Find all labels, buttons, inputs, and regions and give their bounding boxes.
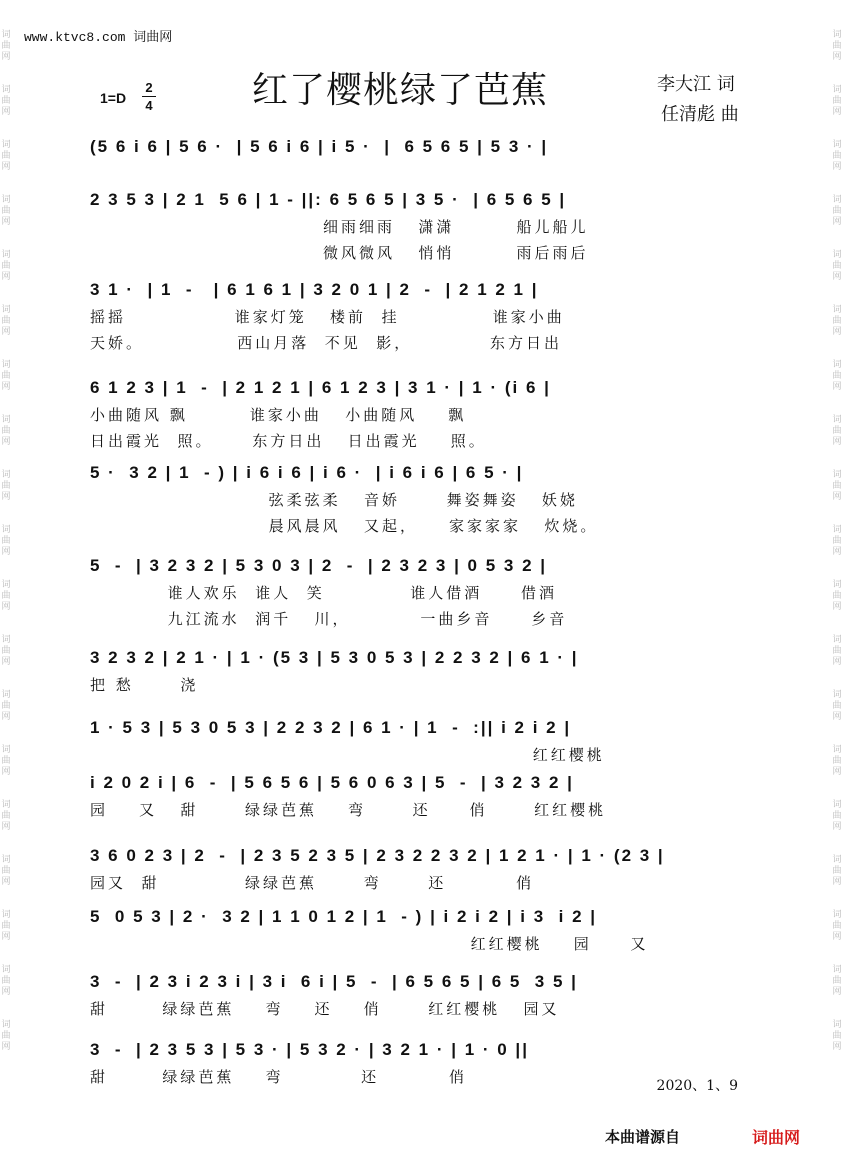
lyric-row-1: 摇摇 谁家灯笼 楼前 挂 谁家小曲	[90, 308, 565, 326]
source-label: 本曲谱源自	[605, 1129, 681, 1146]
notes-row: (5 6 i 6 | 5 6 · | 5 6 i 6 | i 5 · | 6 5 6 5 | 5 3 · |	[90, 137, 549, 156]
time-signature	[142, 80, 156, 113]
lyric-row-1: 园 又 甜 绿绿芭蕉 弯 还 俏 红红樱桃	[90, 801, 607, 819]
lyric-row-1: 细雨细雨 潇潇 船儿船儿	[90, 218, 589, 236]
notes-row: 5 - | 3 2 3 2 | 5 3 0 3 | 2 - | 2 3 2 3 | 0 5 3 2 |	[90, 556, 548, 575]
lyric-row-2: 九江流水 润千 川， 一曲乡音 乡音	[90, 610, 568, 628]
notes-row: i 2 0 2 i | 6 - | 5 6 5 6 | 5 6 0 6 3 | 5 - | 3 2 3 2 |	[90, 773, 574, 792]
notes-row: 3 6 0 2 3 | 2 - | 2 3 5 2 3 5 | 2 3 2 2 3 2 | 1 2 1 · | 1 · (2 3 |	[90, 846, 665, 865]
side-watermark-left: 词 曲 网 词 曲 网 词 曲 网 词 曲 网 词 曲 网 词 曲 网 词 曲 网 词 曲 网 词 曲 网 词 曲 网 词 曲 网 词 曲 网 词 曲 网 词 曲 网 词 曲 网 词 曲 网 词 曲 网 词 曲 网 词 曲 网	[1, 30, 11, 1052]
notes-row: 3 2 3 2 | 2 1 · | 1 · (5 3 | 5 3 0 5 3 | 2 2 3 2 | 6 1 · |	[90, 648, 579, 667]
time-signature-top: 2	[145, 80, 153, 95]
lyric-row-1: 红红樱桃 园 又	[90, 935, 649, 953]
lyricist: 李大江 词	[657, 74, 735, 95]
lyric-row-2: 日出霞光 照。 东方日出 日出霞光 照。	[90, 432, 487, 450]
key-signature: 1=D	[100, 90, 127, 106]
notes-row: 6 1 2 3 | 1 - | 2 1 2 1 | 6 1 2 3 | 3 1 · | 1 · (i 6 |	[90, 378, 551, 397]
side-watermark-right: 词 曲 网 词 曲 网 词 曲 网 词 曲 网 词 曲 网 词 曲 网 词 曲 网 词 曲 网 词 曲 网 词 曲 网 词 曲 网 词 曲 网 词 曲 网 词 曲 网 词 曲 网 词 曲 网 词 曲 网 词 曲 网 词 曲 网	[832, 30, 842, 1052]
notes-row: 2 3 5 3 | 2 1 5 6 | 1 - ||: 6 5 6 5 | 3 5 · | 6 5 6 5 |	[90, 190, 567, 209]
notes-row: 3 - | 2 3 i 2 3 i | 3 i 6 i | 5 - | 6 5 6 5 | 6 5 3 5 |	[90, 972, 578, 991]
source-brand: 词曲网	[752, 1130, 801, 1147]
lyric-row-1: 弦柔弦柔 音娇 舞姿舞姿 妖娆	[90, 491, 578, 509]
lyric-row-2: 微风微风 悄悄 雨后雨后	[90, 244, 589, 262]
notes-row: 1 · 5 3 | 5 3 0 5 3 | 2 2 3 2 | 6 1 · | 1 - :|| i 2 i 2 |	[90, 718, 572, 737]
date: 2020、1、9	[656, 1078, 738, 1094]
lyric-row-1: 谁人欢乐 谁人 笑 谁人借酒 借酒	[90, 584, 558, 602]
lyric-row-2: 晨风晨风 又起， 家家家家 炊烧。	[90, 517, 599, 535]
lyric-row-1: 把 愁 浇	[90, 676, 199, 694]
lyric-row-1: 甜 绿绿芭蕉 弯 还 俏	[90, 1068, 468, 1086]
composer: 任清彪 曲	[661, 104, 739, 125]
notes-row: 5 0 5 3 | 2 · 3 2 | 1 1 0 1 2 | 1 - ) | i 2 i 2 | i 3 i 2 |	[90, 907, 598, 926]
notes-row: 3 - | 2 3 5 3 | 5 3 · | 5 3 2 · | 3 2 1 · | 1 · 0 ||	[90, 1040, 529, 1059]
lyric-row-2: 天娇。 西山月落 不见 影， 东方日出	[90, 334, 562, 352]
lyric-row-1: 园又 甜 绿绿芭蕉 弯 还 俏	[90, 874, 535, 892]
time-signature-bottom: 4	[145, 98, 153, 113]
site-url: www.ktvc8.com 词曲网	[24, 30, 173, 45]
notes-row: 3 1 · | 1 - | 6 1 6 1 | 3 2 0 1 | 2 - | 2 1 2 1 |	[90, 280, 539, 299]
lyric-row-1: 红红樱桃	[90, 746, 605, 764]
notes-row: 5 · 3 2 | 1 - ) | i 6 i 6 | i 6 · | i 6 i 6 | 6 5 · |	[90, 463, 524, 482]
song-title: 红了樱桃绿了芭蕉	[252, 70, 549, 111]
lyric-row-1: 小曲随风 飘 谁家小曲 小曲随风 飘	[90, 406, 467, 424]
lyric-row-1: 甜 绿绿芭蕉 弯 还 俏 红红樱桃 园又	[90, 1000, 560, 1018]
